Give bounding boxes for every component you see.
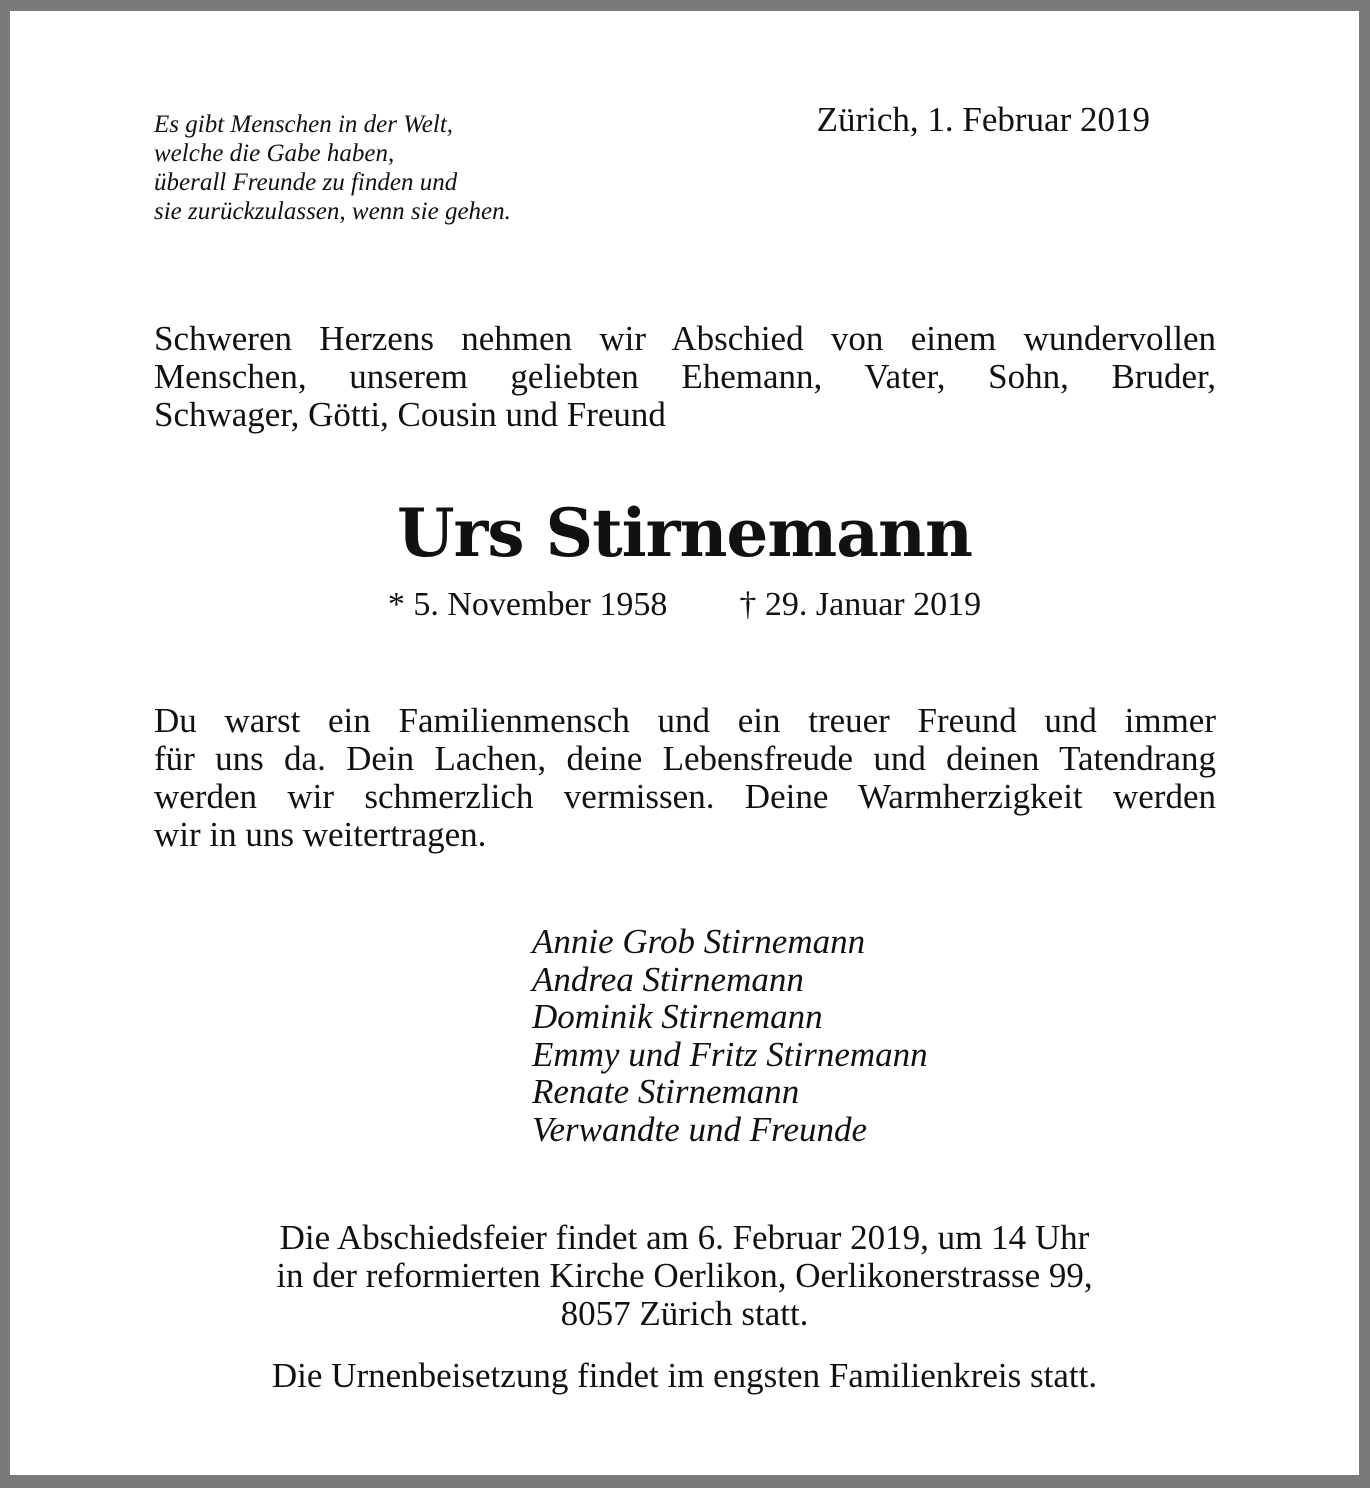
death-date: † 29. Januar 2019 — [739, 586, 982, 623]
place-and-date: Zürich, 1. Februar 2019 — [816, 100, 1150, 139]
intro-paragraph — [154, 320, 1216, 434]
mourner-name: Andrea Stirnemann — [532, 959, 804, 999]
poem-line: sie zurückzulassen, wenn sie gehen. — [154, 198, 511, 225]
intro-line: Schweren Herzens nehmen wir Abschied von einem wundervollen — [154, 319, 1216, 358]
mourner-name: Renate Stirnemann — [532, 1072, 800, 1111]
ceremony-notice — [10, 1219, 1359, 1333]
tribute-line: werden wir schmerzlich vermissen. Deine Warmherzigkeit werden — [154, 777, 1216, 816]
ceremony-line: 8057 Zürich statt. — [560, 1294, 809, 1333]
tribute-paragraph — [154, 702, 1216, 854]
intro-line: Schwager, Götti, Cousin und Freund — [154, 395, 666, 434]
poem-line: überall Freunde zu finden und — [154, 169, 458, 196]
mourner-name: Annie Grob Stirnemann — [532, 922, 866, 961]
poem-line: Es gibt Menschen in der Welt, — [154, 111, 454, 138]
obituary-page — [10, 11, 1359, 1475]
mourner-name: Dominik Stirnemann — [532, 997, 823, 1036]
burial-notice: Die Urnenbeisetzung findet im engsten Familienkreis statt. — [271, 1356, 1098, 1395]
ceremony-line: in der reformierten Kirche Oerlikon, Oerlikonerstrasse 99, — [276, 1256, 1093, 1295]
tribute-line: wir in uns weitertragen. — [154, 815, 487, 854]
tribute-line: für uns da. Dein Lachen, deine Lebensfreude und deinen Tatendrang — [154, 739, 1216, 778]
ceremony-line: Die Abschiedsfeier findet am 6. Februar 2019, um 14 Uhr — [279, 1218, 1090, 1257]
mourner-name: Verwandte und Freunde — [532, 1109, 868, 1149]
tribute-line: Du warst ein Familienmensch und ein treuer Freund und immer — [154, 701, 1216, 740]
poem-quote — [154, 110, 511, 226]
intro-line: Menschen, unserem geliebten Ehemann, Vater, Sohn, Bruder, — [154, 357, 1216, 396]
poem-line: welche die Gabe haben, — [154, 140, 395, 167]
deceased-name: Urs Stirnemann — [396, 494, 972, 572]
life-dates — [10, 585, 1359, 625]
mourners-list — [532, 923, 928, 1148]
birth-date: * 5. November 1958 — [387, 586, 668, 623]
mourner-name: Emmy und Fritz Stirnemann — [532, 1034, 928, 1074]
